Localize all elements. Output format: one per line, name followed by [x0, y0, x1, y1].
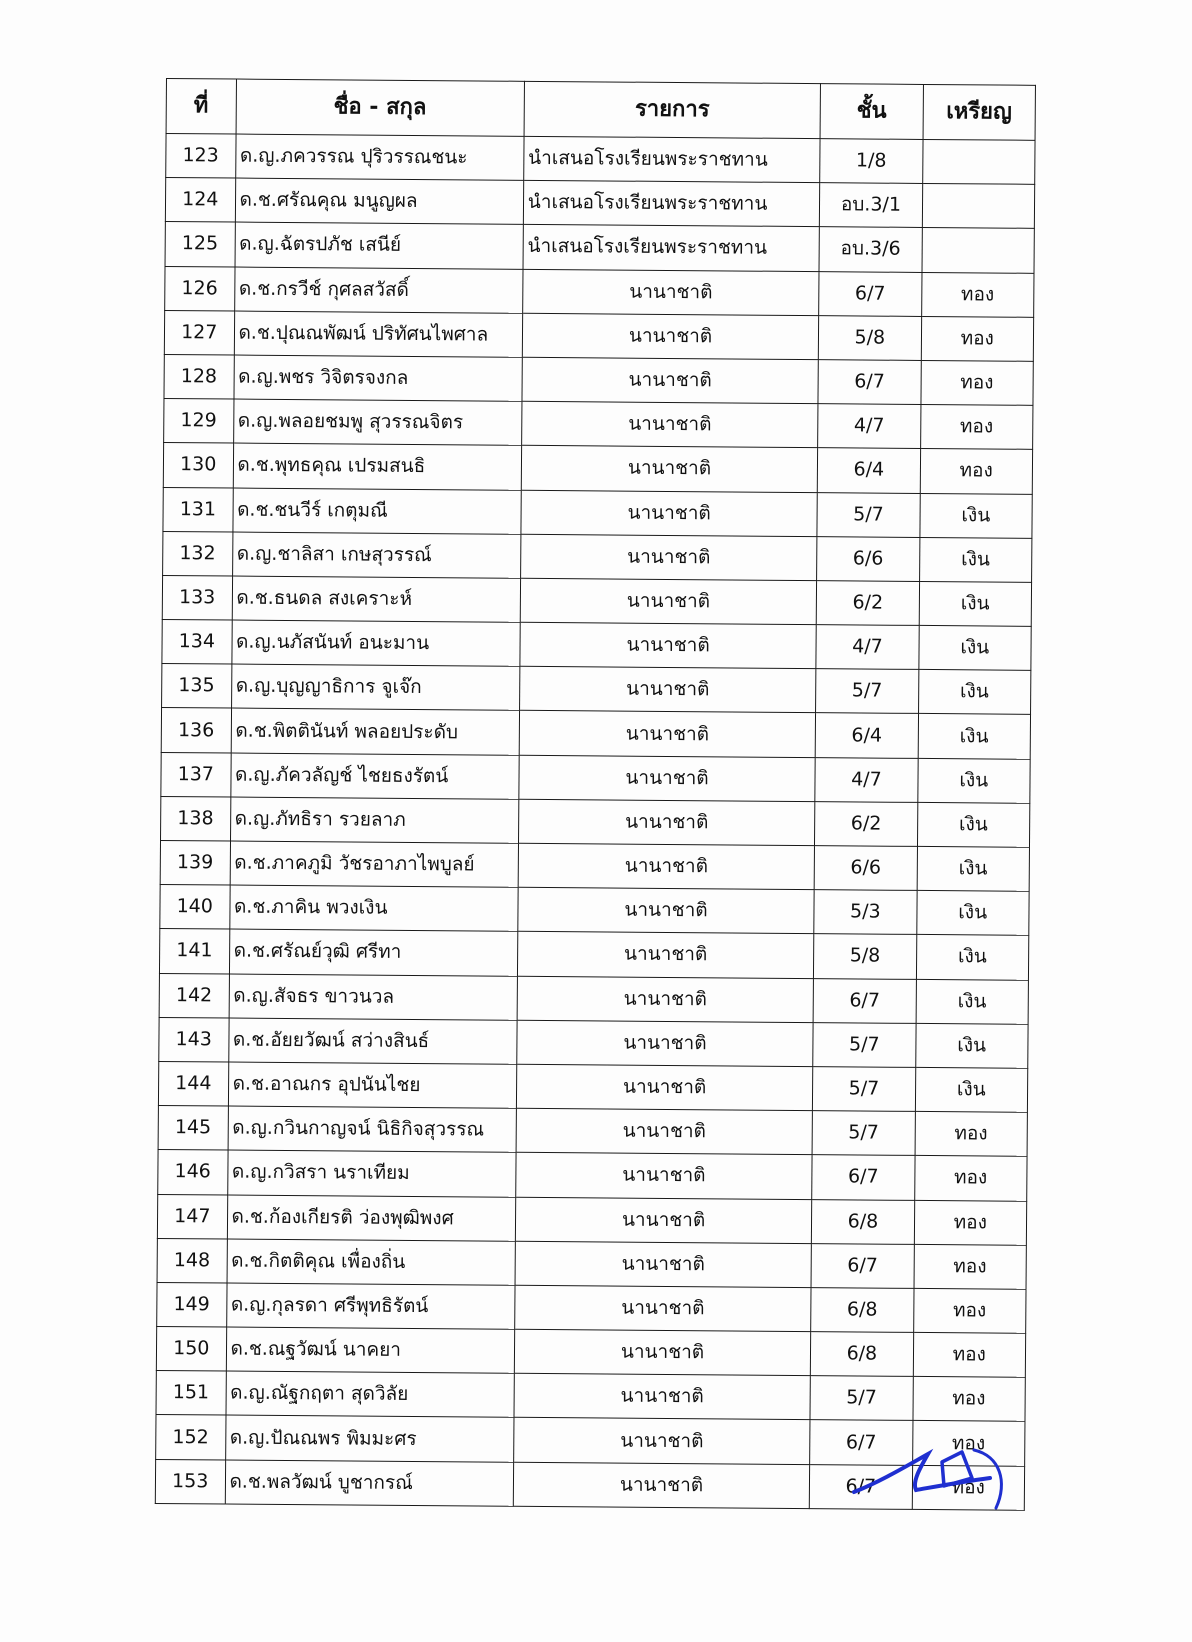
row-item: นานาชาติ	[514, 1285, 811, 1332]
row-number: 133	[162, 575, 232, 620]
row-grade: 6/2	[817, 581, 920, 626]
row-name: ด.ญ.สัจธร ขาวนวล	[229, 974, 518, 1020]
row-item: นานาชาติ	[518, 887, 815, 934]
row-grade: 6/8	[812, 1199, 915, 1244]
table-row	[162, 575, 1031, 626]
row-medal: ทอง	[913, 1288, 1026, 1333]
row-item: นำเสนอโรงเรียนพระราชทาน	[523, 225, 820, 272]
row-medal: เงิน	[915, 1067, 1028, 1112]
row-name: ด.ญ.ฉัตรปภัช เสนีย์	[235, 222, 524, 268]
row-grade: 5/8	[814, 934, 917, 979]
row-number: 140	[160, 885, 230, 930]
row-grade: 6/7	[813, 978, 916, 1023]
row-number: 149	[157, 1282, 227, 1327]
row-grade: 6/2	[815, 801, 918, 846]
row-grade: 4/7	[818, 404, 921, 449]
row-grade: 4/7	[816, 625, 919, 670]
row-number: 123	[166, 134, 236, 179]
row-medal: ทอง	[914, 1156, 1027, 1201]
row-grade: 6/7	[818, 360, 921, 405]
row-name: ด.ญ.ปัณณพร พิมมะศร	[225, 1415, 514, 1461]
row-grade: 5/7	[813, 1022, 916, 1067]
row-medal: ทอง	[912, 1465, 1025, 1510]
table-body	[155, 134, 1035, 1511]
row-item: นานาชาติ	[518, 799, 815, 846]
row-item: นานาชาติ	[521, 490, 818, 537]
row-item: นำเสนอโรงเรียนพระราชทาน	[524, 136, 821, 183]
row-name: ด.ช.ภาคิน พวงเงิน	[229, 885, 518, 931]
row-grade: 6/7	[810, 1464, 913, 1509]
row-item: นานาชาติ	[513, 1418, 810, 1465]
row-item: นานาชาติ	[519, 667, 816, 714]
table-row	[158, 1150, 1027, 1201]
row-medal: เงิน	[918, 714, 1031, 759]
row-item: นานาชาติ	[519, 711, 816, 758]
row-number: 141	[159, 929, 229, 974]
row-grade: 6/7	[819, 271, 922, 316]
row-number: 148	[157, 1238, 227, 1283]
row-medal: เงิน	[919, 581, 1032, 626]
row-number: 142	[159, 973, 229, 1018]
row-item: นานาชาติ	[514, 1329, 811, 1376]
row-number: 143	[159, 1017, 229, 1062]
handwritten-signature	[850, 1442, 1010, 1512]
table-row	[165, 178, 1034, 229]
row-number: 126	[165, 266, 235, 311]
row-item: นานาชาติ	[515, 1241, 812, 1288]
row-medal: ทอง	[913, 1332, 1026, 1377]
row-name: ด.ช.ณฐวัฒน์ นาคยา	[226, 1327, 515, 1373]
row-medal: ทอง	[920, 405, 1033, 450]
row-medal: เงิน	[916, 979, 1029, 1024]
row-name: ด.ญ.นภัสนันท์ อนะมาน	[231, 620, 520, 666]
table-row	[164, 310, 1033, 361]
table-row	[162, 620, 1031, 671]
row-number: 151	[156, 1371, 226, 1416]
row-name: ด.ช.อัยยวัฒน์ สว่างสินธ์	[228, 1018, 517, 1064]
row-grade: 6/8	[811, 1332, 914, 1377]
row-grade: 4/7	[815, 757, 918, 802]
table-row	[157, 1282, 1026, 1333]
table-row	[165, 266, 1034, 317]
header-item: รายการ	[524, 81, 821, 138]
row-item: นานาชาติ	[513, 1462, 810, 1509]
row-medal: เงิน	[918, 670, 1031, 715]
row-grade: อบ.3/1	[820, 183, 923, 228]
row-number: 124	[165, 178, 235, 223]
row-number: 131	[163, 487, 233, 532]
row-item: นานาชาติ	[518, 843, 815, 890]
row-grade: อบ.3/6	[819, 227, 922, 272]
table-header	[166, 79, 1035, 141]
row-number: 136	[161, 708, 231, 753]
row-name: ด.ญ.พลอยชมพู สุวรรณจิตร	[233, 399, 522, 445]
row-item: นานาชาติ	[517, 932, 814, 979]
row-medal: เงิน	[917, 846, 1030, 891]
row-number: 135	[162, 664, 232, 709]
row-number: 139	[160, 840, 230, 885]
table-row	[161, 796, 1030, 847]
table-row	[164, 354, 1033, 405]
row-item: นานาชาติ	[516, 1153, 813, 1200]
row-number: 137	[161, 752, 231, 797]
row-grade: 5/8	[819, 315, 922, 360]
row-grade: 6/6	[814, 846, 917, 891]
table-row	[163, 531, 1032, 582]
row-number: 153	[155, 1459, 225, 1504]
row-grade: 6/7	[810, 1420, 913, 1465]
row-number: 152	[156, 1415, 226, 1460]
row-item: นานาชาติ	[516, 1064, 813, 1111]
row-medal: เงิน	[916, 891, 1029, 936]
row-name: ด.ช.กรวีช์ กุศลสวัสดิ์	[234, 267, 523, 313]
row-grade: 6/4	[815, 713, 918, 758]
row-name: ด.ช.ศรัณคุณ มนูญผล	[235, 178, 524, 224]
row-grade: 6/7	[812, 1155, 915, 1200]
row-name: ด.ช.ชนวีร์ เกตุมณี	[232, 488, 521, 534]
table-row	[160, 885, 1029, 936]
table-row	[160, 840, 1029, 891]
row-item: นานาชาติ	[520, 578, 817, 625]
row-medal: ทอง	[912, 1377, 1025, 1422]
row-name: ด.ญ.ชาลิสา เกษสุวรรณ์	[232, 532, 521, 578]
table-row	[157, 1194, 1026, 1245]
header-row	[166, 79, 1035, 141]
row-grade: 6/7	[811, 1243, 914, 1288]
row-name: ด.ญ.พชร วิจิตรจงกล	[233, 355, 522, 401]
table-row	[157, 1238, 1026, 1289]
row-item: นานาชาติ	[514, 1374, 811, 1421]
row-medal: ทอง	[921, 272, 1034, 317]
row-medal: ทอง	[915, 1112, 1028, 1157]
row-item: นานาชาติ	[520, 534, 817, 581]
table-row	[163, 487, 1032, 538]
row-medal	[922, 139, 1035, 184]
table-row	[159, 1017, 1028, 1068]
row-grade: 5/3	[814, 890, 917, 935]
row-medal: ทอง	[914, 1200, 1027, 1245]
table-row	[161, 708, 1030, 759]
row-number: 138	[161, 796, 231, 841]
row-name: ด.ช.ศรัณย์วุฒิ ศรีทา	[229, 929, 518, 975]
row-item: นำเสนอโรงเรียนพระราชทาน	[523, 180, 820, 227]
award-roster-table	[155, 78, 1036, 1511]
row-name: ด.ช.พลวัฒน์ บูชากรณ์	[225, 1460, 514, 1506]
table-row	[159, 973, 1028, 1024]
row-medal: เงิน	[919, 537, 1032, 582]
table-row	[156, 1371, 1025, 1422]
row-name: ด.ช.พิตตินันท์ พลอยประดับ	[231, 708, 520, 754]
row-medal: เงิน	[918, 625, 1031, 670]
header-number: ที่	[166, 79, 236, 135]
row-name: ด.ญ.กวิสรา นราเทียม	[227, 1150, 516, 1196]
row-medal	[922, 228, 1035, 273]
row-item: นานาชาติ	[517, 976, 814, 1023]
row-name: ด.ญ.ภัควลัญช์ ไชยธงรัตน์	[230, 753, 519, 799]
table-row	[163, 443, 1032, 494]
table-row	[161, 752, 1030, 803]
row-grade: 1/8	[820, 139, 923, 184]
row-number: 146	[158, 1150, 228, 1195]
row-name: ด.ญ.ภควรรณ ปุริวรรณชนะ	[235, 134, 524, 180]
row-medal: ทอง	[920, 449, 1033, 494]
table-row	[158, 1106, 1027, 1157]
table-row	[159, 929, 1028, 980]
row-item: นานาชาติ	[520, 622, 817, 669]
row-grade: 5/7	[812, 1111, 915, 1156]
row-item: นานาชาติ	[515, 1197, 812, 1244]
header-grade: ชั้น	[820, 84, 923, 140]
row-name: ด.ช.ภาคภูมิ วัชรอาภาไพบูลย์	[230, 841, 519, 887]
row-item: นานาชาติ	[522, 269, 819, 316]
table-row	[164, 399, 1033, 450]
row-item: นานาชาติ	[521, 446, 818, 493]
table-row	[156, 1327, 1025, 1378]
row-grade: 5/7	[810, 1376, 913, 1421]
row-grade: 6/6	[817, 536, 920, 581]
row-number: 127	[164, 310, 234, 355]
row-name: ด.ช.ธนดล สงเคราะห์	[232, 576, 521, 622]
row-name: ด.ญ.บุญญาธิการ จูเจ๊ก	[231, 664, 520, 710]
row-item: นานาชาติ	[516, 1108, 813, 1155]
row-name: ด.ช.พุทธคุณ เปรมสนธิ	[233, 443, 522, 489]
row-medal: ทอง	[912, 1421, 1025, 1466]
row-number: 134	[162, 620, 232, 665]
table-row	[158, 1061, 1027, 1112]
row-medal	[922, 184, 1035, 229]
row-item: นานาชาติ	[521, 401, 818, 448]
row-name: ด.ญ.กุลรดา ศรีพุทธิรัตน์	[226, 1283, 515, 1329]
row-medal: เงิน	[916, 935, 1029, 980]
row-item: นานาชาติ	[522, 313, 819, 360]
row-medal: ทอง	[914, 1244, 1027, 1289]
row-name: ด.ช.ก้องเกียรติ ว่องพุฒิพงศ	[227, 1195, 516, 1241]
table-row	[166, 134, 1035, 185]
row-name: ด.ญ.ณัฐกฤตา สุดวิลัย	[226, 1371, 515, 1417]
row-number: 147	[157, 1194, 227, 1239]
row-medal: ทอง	[920, 360, 1033, 405]
row-medal: เงิน	[917, 802, 1030, 847]
row-item: นานาชาติ	[522, 357, 819, 404]
row-number: 145	[158, 1106, 228, 1151]
row-grade: 5/7	[813, 1067, 916, 1112]
row-name: ด.ช.อาณกร อุปนันไชย	[228, 1062, 517, 1108]
row-name: ด.ญ.ภัทธิรา รวยลาภ	[230, 797, 519, 843]
row-item: นานาชาติ	[517, 1020, 814, 1067]
row-medal: ทอง	[921, 316, 1034, 361]
table-row	[162, 664, 1031, 715]
table-row	[165, 222, 1034, 273]
header-name: ชื่อ - สกุล	[236, 79, 525, 136]
row-medal: เงิน	[915, 1023, 1028, 1068]
row-number: 130	[163, 443, 233, 488]
row-number: 132	[163, 531, 233, 576]
row-number: 129	[164, 399, 234, 444]
row-grade: 5/7	[816, 669, 919, 714]
row-name: ด.ช.ปุณณพัฒน์ ปริทัศนไพศาล	[234, 311, 523, 357]
row-number: 144	[158, 1061, 228, 1106]
row-number: 128	[164, 354, 234, 399]
row-name: ด.ญ.กวินกาญจน์ นิธิกิจสุวรรณ	[228, 1106, 517, 1152]
row-item: นานาชาติ	[519, 755, 816, 802]
row-medal: เงิน	[917, 758, 1030, 803]
row-grade: 6/4	[818, 448, 921, 493]
row-number: 150	[156, 1327, 226, 1372]
header-medal: เหรียญ	[923, 84, 1036, 140]
row-number: 125	[165, 222, 235, 267]
row-grade: 5/7	[817, 492, 920, 537]
row-medal: เงิน	[919, 493, 1032, 538]
row-grade: 6/8	[811, 1287, 914, 1332]
row-name: ด.ช.กิตติคุณ เพื่องถิ่น	[227, 1239, 516, 1285]
